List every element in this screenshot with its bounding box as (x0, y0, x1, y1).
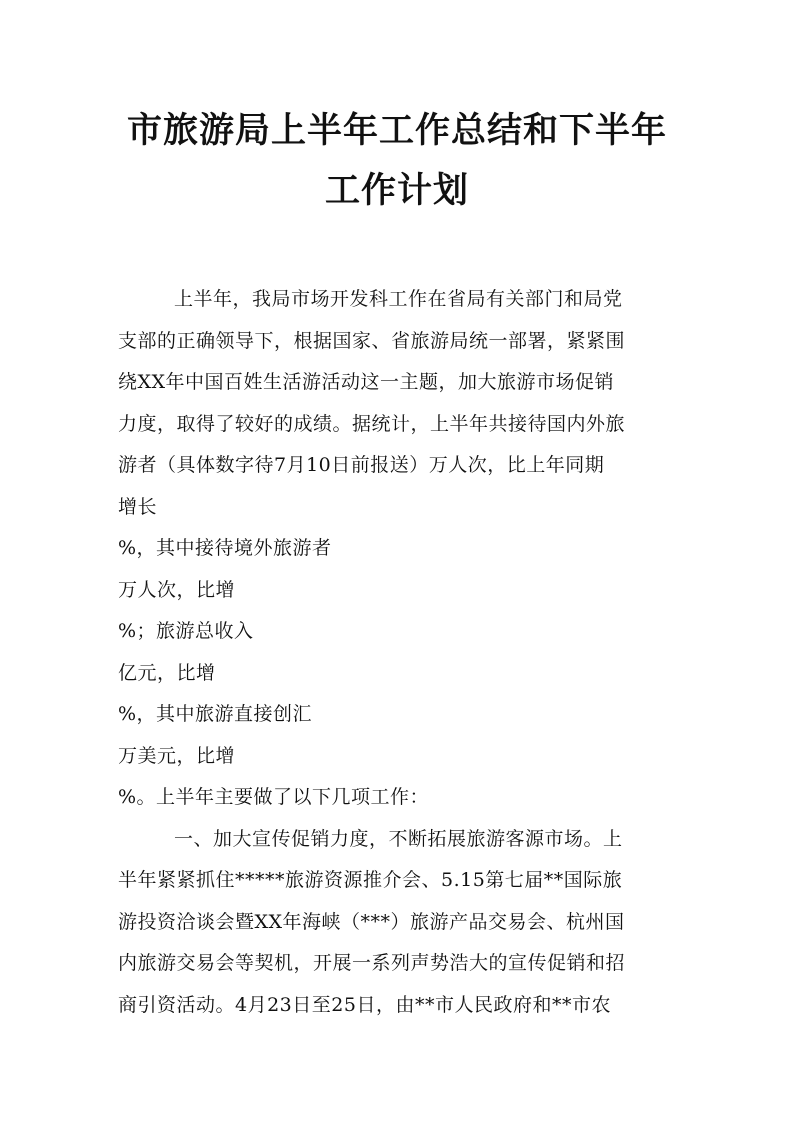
body-line: 力度，取得了较好的成绩。据统计，上半年共接待国内外旅 (118, 412, 626, 435)
body-line: 绕XX年中国百姓生活游活动这一主题，加大旅游市场促销 (118, 371, 615, 393)
body-line: 商引资活动。4月23日至25日，由**市人民政府和**市农 (118, 993, 611, 1016)
body-line: 半年紧紧抓住*****旅游资源推介会、5.15第七届**国际旅 (118, 869, 623, 891)
body-line: 万美元，比增 (118, 744, 236, 767)
body-line: %。上半年主要做了以下几项工作： (118, 786, 430, 808)
body-line: 支部的正确领导下，根据国家、省旅游局统一部署，紧紧围 (118, 329, 626, 352)
body-line: 游投资洽谈会暨XX年海峡（***）旅游产品交易会、杭州国 (118, 910, 625, 933)
body-line: 一、加大宣传促销力度，不断拓展旅游客源市场。上 (174, 827, 623, 850)
body-line: 上半年，我局市场开发科工作在省局有关部门和局党 (174, 288, 623, 310)
body-line: 增长 (118, 495, 158, 518)
body-line: 亿元，比增 (118, 661, 216, 684)
body-line: 游者（具体数字待7月10日前报送）万人次，比上年同期 (118, 454, 605, 476)
document-body (118, 279, 678, 1026)
body-line: 万人次，比增 (118, 578, 236, 601)
body-line: %，其中旅游直接创汇 (118, 703, 313, 725)
body-line: 内旅游交易会等契机，开展一系列声势浩大的宣传促销和招 (118, 952, 626, 974)
document-title-line-1: 市旅游局上半年工作总结和下半年 (126, 110, 667, 151)
body-line: %；旅游总收入 (118, 620, 254, 642)
document-title-line-2: 工作计划 (324, 170, 469, 211)
body-line: %，其中接待境外旅游者 (118, 537, 332, 559)
